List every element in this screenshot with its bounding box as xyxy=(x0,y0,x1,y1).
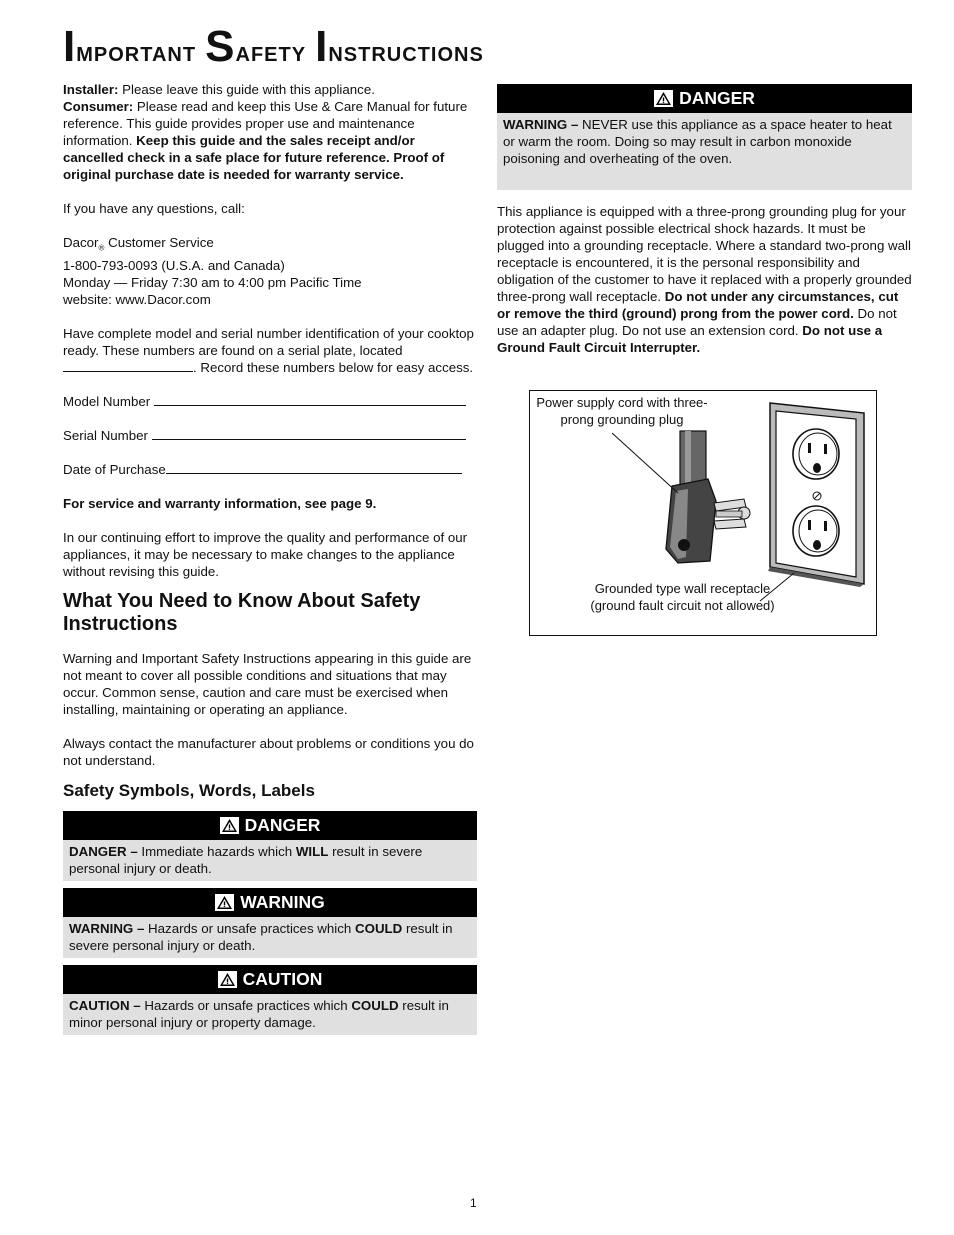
right-column xyxy=(497,84,912,356)
consumer-note: Consumer: Please read and keep this Use & Care Manual for future reference. This guide provides proper use and maintenance information. Keep this guide and the sales receipt and/or cancelled check in a safe place for future reference. Proof of original purchase date is needed for warranty service. xyxy=(63,99,468,182)
three-prong-plug xyxy=(666,431,750,563)
section-paragraph-1: Warning and Important Safety Instructions appearing in this guide are not meant to cover all possible conditions and situations that may occur. Common sense, caution and care must be exercised when installing, maintaining or operating an appliance. xyxy=(63,650,472,717)
page-number: 1 xyxy=(470,1196,477,1210)
space-heater-danger-box xyxy=(497,84,912,190)
phone-line: 1-800-793-0093 (U.S.A. and Canada) xyxy=(63,257,285,273)
danger-body: DANGER – Immediate hazards which WILL result in severe personal injury or death. xyxy=(63,840,477,881)
question-line: If you have any questions, call: xyxy=(63,201,245,216)
brand-line: Dacor$_®$ Customer Service xyxy=(63,235,214,253)
caution-box xyxy=(63,965,477,1035)
location-blank xyxy=(63,359,193,372)
hours-line: Monday — Friday 7:30 am to 4:00 pm Pacific Time xyxy=(63,274,362,290)
wall-receptacle xyxy=(768,403,864,587)
warning-header: WARNING xyxy=(63,888,477,917)
section-heading: What You Need to Know About Safety Instructions xyxy=(63,589,421,635)
warning-triangle-icon xyxy=(654,90,673,107)
model-number-blank xyxy=(154,393,466,406)
serial-number-blank xyxy=(152,427,466,440)
service-note: For service and warranty information, see page 9. xyxy=(63,495,377,511)
warning-triangle-icon xyxy=(220,817,239,834)
warning-triangle-icon xyxy=(215,894,234,911)
page-title: Important Safety Instructions xyxy=(63,22,484,71)
space-heater-danger-header: DANGER xyxy=(497,84,912,113)
left-column xyxy=(63,81,477,1042)
caution-header: CAUTION xyxy=(63,965,477,994)
leader-line-plug xyxy=(612,433,678,493)
website-line: website: www.Dacor.com xyxy=(63,291,211,307)
caution-body: CAUTION – Hazards or unsafe practices which COULD result in minor personal injury or property damage. xyxy=(63,994,477,1035)
serial-number-line: Serial Number xyxy=(63,427,477,444)
section-paragraph-2: Always contact the manufacturer about problems or conditions you do not understand. xyxy=(63,735,474,768)
warning-triangle-icon xyxy=(218,971,237,988)
model-number-line: Model Number xyxy=(63,393,477,410)
receptacle-caption: Grounded type wall receptacle (ground fault circuit not allowed) xyxy=(590,581,775,613)
warning-body: WARNING – Hazards or unsafe practices which COULD result in severe personal injury or death. xyxy=(63,917,477,958)
space-heater-danger-body: WARNING – NEVER use this appliance as a space heater to heat or warm the room. Doing so may result in carbon monoxide poisoning and overheating of the oven. xyxy=(497,113,912,190)
plug-caption: Power supply cord with three-prong grounding plug xyxy=(536,395,708,427)
grounding-paragraph: This appliance is equipped with a three-prong grounding plug for your protection against possible electrical shock hazards. It must be plugged into a grounding receptacle. Where a standard two-prong wall receptacle is encountered, it is the personal responsibility and obligation of the customer to have it replaced with a properly grounded three-prong wall receptacle. Do not under any circumstances, cut or remove the third (ground) prong from the power cord. Do not use an adapter plug. Do not use an extension cord. Do not use a Ground Fault Circuit Interrupter. xyxy=(497,204,912,355)
installer-note: Installer: Please leave this guide with this appliance. xyxy=(63,82,375,97)
date-of-purchase-line: Date of Purchase xyxy=(63,461,477,478)
symbols-heading: Safety Symbols, Words, Labels xyxy=(63,780,315,800)
grounding-plug-figure xyxy=(529,390,877,636)
serial-info: Have complete model and serial number identification of your cooktop ready. These numbers are found on a serial plate, located. Record these numbers below for easy access. xyxy=(63,325,474,375)
warning-box xyxy=(63,888,477,958)
improvement-note: In our continuing effort to improve the quality and performance of our appliances, it may be necessary to make changes to the appliance without revising this guide. xyxy=(63,529,468,579)
danger-header: DANGER xyxy=(63,811,477,840)
danger-box xyxy=(63,811,477,881)
date-of-purchase-blank xyxy=(166,461,462,474)
